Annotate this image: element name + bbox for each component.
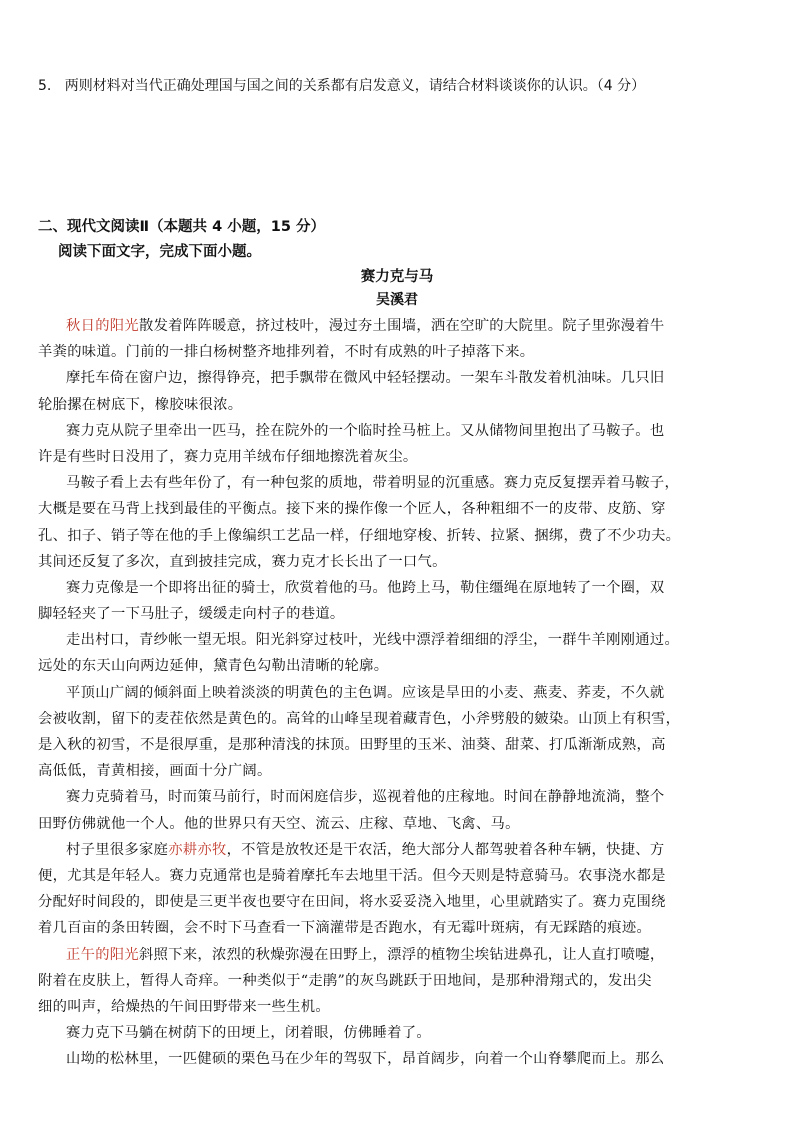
line-text: 赛力克下马躺在树荫下的田埂上，闭着眼，仿佛睡着了。 <box>66 1025 431 1042</box>
line-text: 分配好时间段的，即使是三更半夜也要守在田间，将水妥妥浇入地里，心里就踏实了。赛力克围绕 <box>38 894 666 911</box>
article-line <box>38 811 780 837</box>
article-line <box>38 706 780 732</box>
line-text: 是入秋的初雪，不是很厚重，是那种清浅的抹顶。田野里的玉米、油葵、甜菜、打瓜渐渐成熟，高 <box>38 737 666 753</box>
highlighted-phrase: 秋日的阳光 <box>66 318 139 334</box>
line-text: 走出村口，青纱帐一望无垠。阳光斜穿过枝叶，光线中漂浮着细细的浮尘，一群牛羊刚刚通过。 <box>66 632 680 649</box>
line-text: 大概是要在马背上找到最佳的平衡点。接下来的操作像一个匠人，各种粗细不一的皮带、皮筋、穿 <box>38 501 666 518</box>
article-line <box>38 942 780 968</box>
line-text: 会被收割，留下的麦茬依然是黄色的。高耸的山峰呈现着藏青色，小斧劈般的皴染。山顶上有积雪， <box>38 710 681 727</box>
article-line <box>38 915 780 941</box>
article-line <box>38 575 780 601</box>
line-text: 脚轻轻夹了一下马肚子，缓缓走向村子的巷道。 <box>38 606 345 623</box>
article-body <box>38 313 780 1072</box>
line-text: 山坳的松林里，一匹健硕的栗色马在少年的驾驭下，昂首阔步，向着一个山脊攀爬而上。那么 <box>66 1051 665 1068</box>
line-text: 散发着阵阵暖意，挤过枝叶，漫过夯土围墙，洒在空旷的大院里。院子里弥漫着牛 <box>138 318 665 334</box>
line-text: 斜照下来，浓烈的秋燥弥漫在田野上，漂浮的植物尘埃钻进鼻孔，让人直打喷嚏， <box>138 946 665 963</box>
line-text: 着几百亩的条田转圈，会不时下马查看一下滴灌带是否跑水，有无霉叶斑病，有无踩踏的痕迹。 <box>38 920 652 937</box>
line-text: 摩托车倚在窗户边，擦得铮亮，把手飘带在微风中轻轻摆动。一架车斗散发着机油味。几只旧 <box>66 370 665 387</box>
line-text: 田野仿佛就他一个人。他的世界只有天空、流云、庄稼、草地、飞禽、马。 <box>38 815 520 832</box>
section-title: 二、现代文阅读Ⅱ（本题共 4 小题，15 分） <box>38 219 325 235</box>
article-line <box>38 549 780 575</box>
line-text: 羊粪的味道。门前的一排白杨树整齐地排列着，不时有成熟的叶子掉落下来。 <box>38 344 535 361</box>
line-text: 赛力克骑着马，时而策马前行，时而闲庭信步，巡视着他的庄稼地。时间在静静地流淌，整个 <box>66 789 665 806</box>
section-instruction: 阅读下面文字，完成下面小题。 <box>58 244 261 260</box>
question-5 <box>38 76 778 96</box>
article-line <box>38 680 780 706</box>
line-text: 赛力克从院子里牵出一匹马，拴在院外的一个临时拴马桩上。又从储物间里抱出了马鞍子。也 <box>66 422 665 439</box>
line-text: 平顶山广阔的倾斜面上映着淡淡的明黄色的主色调。应该是旱田的小麦、燕麦、荞麦，不久就 <box>66 684 665 701</box>
highlighted-phrase: 亦耕亦牧 <box>168 841 227 858</box>
article-line <box>38 968 780 994</box>
article-line <box>38 365 780 391</box>
article-line <box>38 1046 780 1072</box>
article-line <box>38 444 780 470</box>
article-line <box>38 392 780 418</box>
article-line <box>38 837 780 863</box>
article-line <box>38 313 780 339</box>
article-line <box>38 523 780 549</box>
line-text: 便，尤其是年轻人。赛力克通常也是骑着摩托车去地里干活。但今天则是特意骑马。农事浇水都是 <box>38 867 666 884</box>
line-text: 孔、扣子、销子等在他的手上像编织工艺品一样，仔细地穿梭、折转、拉紧、捆绑，费了不少功夫。 <box>38 527 681 544</box>
line-text: 其间还反复了多次，直到披挂完成，赛力克才长长出了一口气。 <box>38 553 447 570</box>
line-text: 村子里很多家庭 <box>66 841 169 858</box>
article-line <box>38 653 780 679</box>
line-text: ，不管是放牧还是干农活，绝大部分人都驾驶着各种车辆，快捷、方 <box>226 841 665 858</box>
article-line <box>38 1020 780 1046</box>
line-text: 细的叫声，给燥热的午间田野带来一些生机。 <box>38 998 330 1015</box>
line-text: 许是有些时日没用了，赛力克用羊绒布仔细地擦洗着灰尘。 <box>38 448 418 465</box>
article-line <box>38 732 780 758</box>
article-line <box>38 784 780 810</box>
line-text: 高低低，青黄相接，画面十分广阔。 <box>38 763 272 780</box>
line-text: 附着在皮肤上，暂得人奇痒。一种类似于“走鹃”的灰鸟跳跃于田地间，是那种滑翔式的，发出尖 <box>38 972 652 989</box>
article-line <box>38 339 780 365</box>
line-text: 远处的东天山向两边延伸，黛青色勾勒出清晰的轮廓。 <box>38 658 389 675</box>
highlighted-phrase: 正午的阳光 <box>66 946 139 963</box>
article-line <box>38 601 780 627</box>
article-line <box>38 496 780 522</box>
line-text: 轮胎摞在树底下，橡胶味很浓。 <box>38 396 243 413</box>
article-line <box>38 994 780 1020</box>
article-line <box>38 470 780 496</box>
line-text: 马鞍子看上去有些年份了，有一种包浆的质地，带着明显的沉重感。赛力克反复摆弄着马鞍子， <box>66 475 680 492</box>
article-line <box>38 627 780 653</box>
article-line <box>38 758 780 784</box>
article-author: 吴溪君 <box>376 292 418 308</box>
question-number: 5. <box>38 78 52 94</box>
line-text: 赛力克像是一个即将出征的骑士，欣赏着他的马。他跨上马，勒住缰绳在原地转了一个圈，双 <box>66 579 665 596</box>
article-line <box>38 418 780 444</box>
question-text: 两则材料对当代正确处理国与国之间的关系都有启发意义，请结合材料谈谈你的认识。（4 分） <box>64 78 646 94</box>
article-line <box>38 863 780 889</box>
article-title: 赛力克与马 <box>360 269 434 285</box>
article-line <box>38 889 780 915</box>
